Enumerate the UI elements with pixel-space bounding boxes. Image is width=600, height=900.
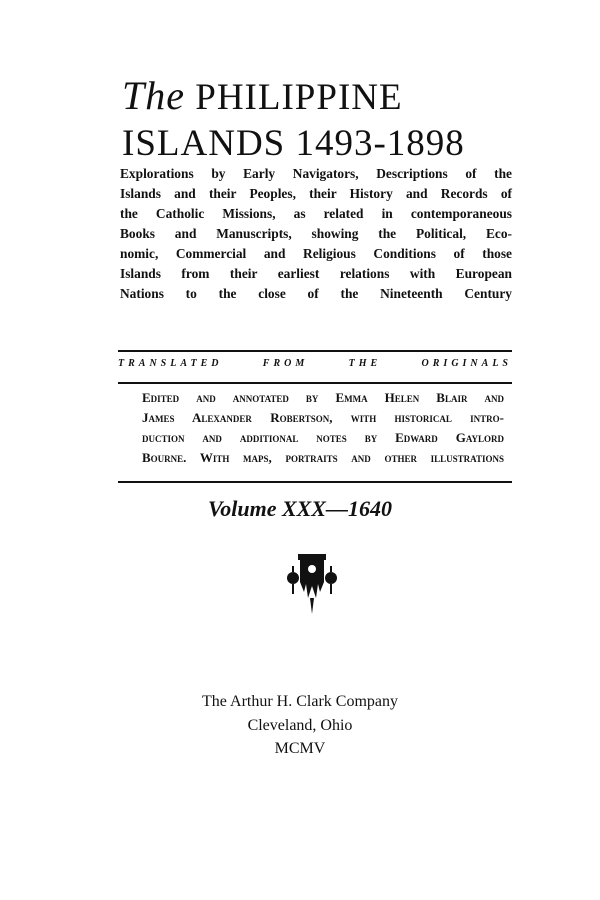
editors-line: duction and additional notes by Edward Gaylord	[142, 430, 504, 445]
description-line: the Catholic Missions, as related in contemporaneous	[120, 206, 512, 221]
divider-rule	[118, 350, 512, 352]
publisher-city: Cleveland, Ohio	[247, 717, 353, 734]
title-the: The	[122, 73, 185, 118]
publication-year: MCMV	[274, 740, 326, 757]
publisher-name: The Arthur H. Clark Company	[202, 693, 398, 710]
title-philippine: PHILIPPINE	[195, 77, 403, 118]
title-line-2: ISLANDS 1493-1898	[122, 123, 465, 164]
divider-rule	[118, 481, 512, 483]
description-line: nomic, Commercial and Religious Conditions of those	[120, 246, 512, 261]
translated-note: TRANSLATED FROM THE ORIGINALS	[118, 358, 512, 369]
ornament-icon	[284, 552, 340, 616]
description-line: Books and Manuscripts, showing the Political, Eco-	[120, 226, 512, 241]
editors	[142, 388, 504, 468]
description-line: Nations to the close of the Nineteenth Century	[120, 286, 512, 301]
title-line-1	[122, 72, 403, 119]
description-line: Islands and their Peoples, their History and Records of	[120, 186, 512, 201]
description-line: Islands from their earliest relations with European	[120, 266, 512, 281]
editors-line: Edited and annotated by Emma Helen Blair and	[142, 390, 504, 405]
description-line: Explorations by Early Navigators, Descriptions of the	[120, 166, 512, 181]
editors-line: Bourne. With maps, portraits and other illustrations	[142, 450, 504, 465]
divider-rule	[118, 382, 512, 384]
editors-line: James Alexander Robertson, with historical intro-	[142, 410, 504, 425]
volume: Volume XXX—1640	[208, 496, 392, 521]
description	[120, 164, 512, 304]
